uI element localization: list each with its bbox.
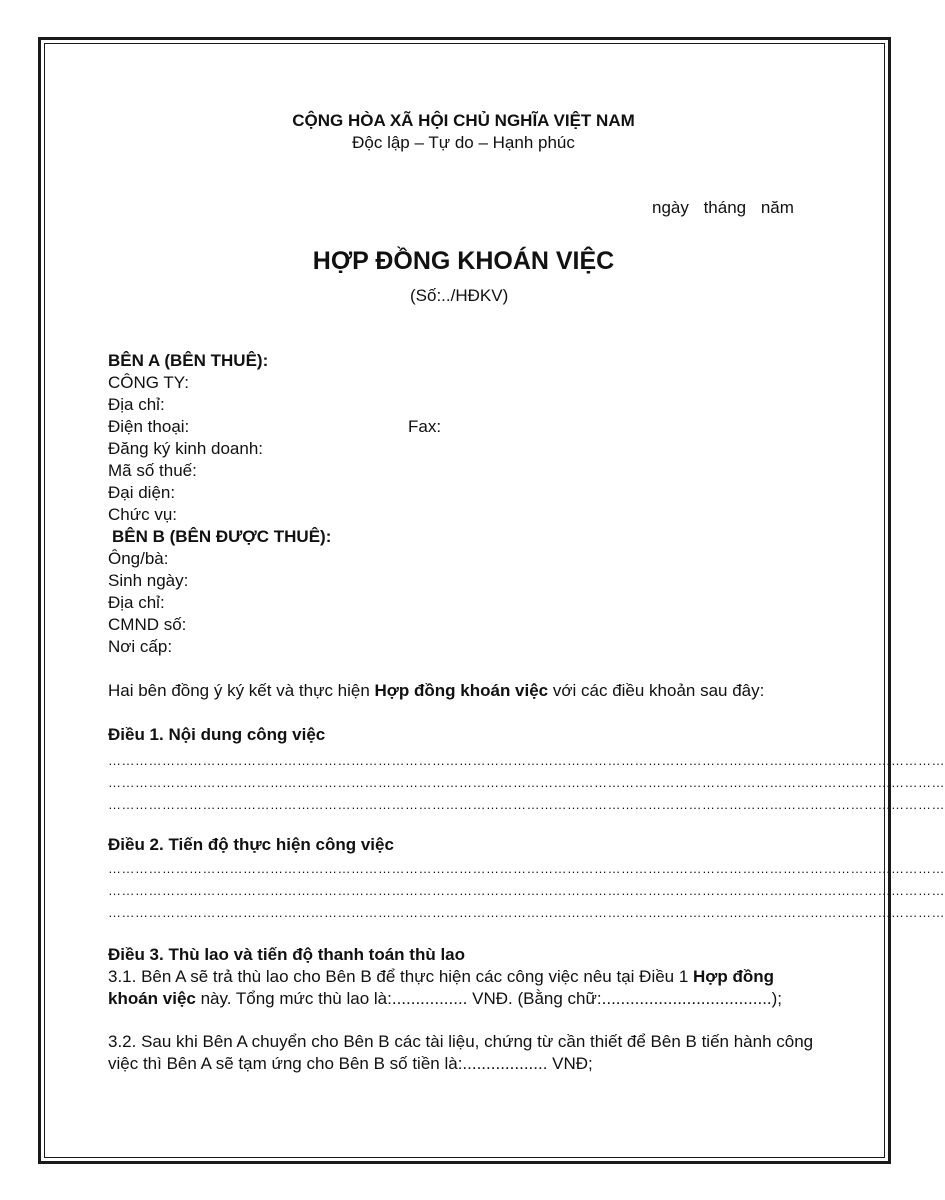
party-b-heading: BÊN B (BÊN ĐƯỢC THUÊ):	[112, 527, 332, 546]
article-1-heading: Điều 1. Nội dung công việc	[108, 725, 326, 744]
party-a-heading: BÊN A (BÊN THUÊ):	[108, 351, 269, 370]
article-3-paragraph-2: 3.2. Sau khi Bên A chuyển cho Bên B các tài liệu, chứng từ cần thiết để Bên B tiến hành công việc thì Bên A sẽ tạm ứng cho Bên B số tiền là:.................. VNĐ;	[108, 1032, 814, 1073]
party-b-id-number: CMND số:	[108, 615, 187, 634]
article-1-blank-line: ……………………………………………………………………………………………………………………………………………………………………	[108, 797, 945, 812]
article-2-blank-line: ……………………………………………………………………………………………………………………………………………………………………	[108, 883, 945, 898]
party-a-phone: Điện thoại:	[108, 417, 190, 436]
party-a-company: CÔNG TY:	[108, 373, 189, 392]
contract-number: (Số:../HĐKV)	[410, 286, 509, 305]
article-3-p1-contract-name: Hợp đồng khoán việc	[108, 967, 775, 1008]
party-a-position: Chức vụ:	[108, 505, 178, 524]
intro-text-before: Hai bên đồng ý ký kết và thực hiện	[108, 681, 375, 700]
article-3-paragraph-1	[108, 966, 820, 1010]
article-2-blank-line: ……………………………………………………………………………………………………………………………………………………………………	[108, 905, 945, 920]
party-a-tax-code: Mã số thuế:	[108, 461, 197, 480]
party-a-representative: Đại diện:	[108, 483, 176, 502]
article-1-blank-line: ……………………………………………………………………………………………………………………………………………………………………	[108, 775, 945, 790]
party-b-issued-at: Nơi cấp:	[108, 637, 173, 656]
national-title: CỘNG HÒA XÃ HỘI CHỦ NGHĨA VIỆT NAM	[292, 111, 635, 130]
article-2-heading: Điều 2. Tiến độ thực hiện công việc	[108, 835, 394, 854]
intro-paragraph	[108, 680, 764, 702]
article-2-blank-line: ……………………………………………………………………………………………………………………………………………………………………	[108, 861, 945, 876]
article-1-blank-line: ……………………………………………………………………………………………………………………………………………………………………	[108, 753, 945, 768]
intro-text-after: với các điều khoản sau đây:	[548, 681, 765, 700]
contract-title: HỢP ĐỒNG KHOÁN VIỆC	[312, 247, 615, 275]
intro-contract-name: Hợp đồng khoán việc	[374, 681, 549, 700]
article-3-p1-text-b: này. Tổng mức thù lao là:................ VNĐ. (Bằng chữ:....................................);	[195, 989, 783, 1008]
party-b-name: Ông/bà:	[108, 549, 169, 568]
date-line: ngày tháng năm	[652, 198, 794, 217]
article-3-p1-text-a: 3.1. Bên A sẽ trả thù lao cho Bên B để thực hiện các công việc nêu tại Điều 1	[108, 967, 694, 986]
national-motto: Độc lập – Tự do – Hạnh phúc	[352, 133, 575, 152]
article-3-heading: Điều 3. Thù lao và tiến độ thanh toán thù lao	[108, 945, 466, 964]
party-a-business-registration: Đăng ký kinh doanh:	[108, 439, 263, 458]
party-b-dob: Sinh ngày:	[108, 571, 189, 590]
party-a-fax: Fax:	[408, 417, 442, 436]
party-a-address: Địa chỉ:	[108, 395, 165, 414]
party-b-address: Địa chỉ:	[108, 593, 165, 612]
